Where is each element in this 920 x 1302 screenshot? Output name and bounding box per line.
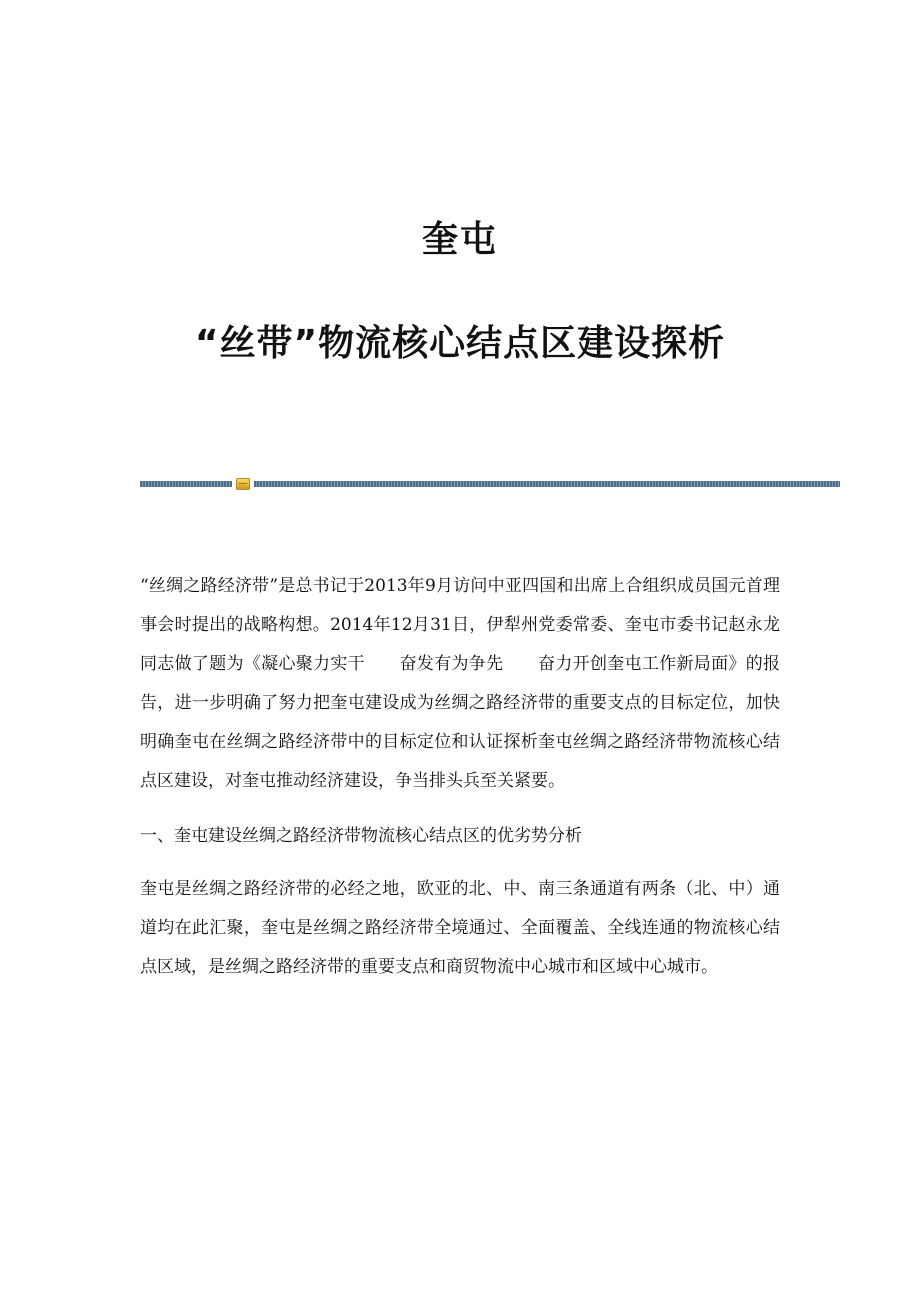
divider-bar-left	[140, 481, 232, 487]
title-divider	[140, 477, 840, 491]
body-paragraph-2: 奎屯是丝绸之路经济带的必经之地，欧亚的北、中、南三条通道有两条（北、中）通道均在此汇聚，奎屯是丝绸之路经济带全境通过、全面覆盖、全线连通的物流核心结点区域，是丝绸之路经济带的重要支点和商贸物流中心城市和区域中心城市。	[140, 879, 780, 977]
divider-bar-right	[254, 481, 840, 487]
document-body	[140, 567, 780, 1003]
document-title: 奎屯	[421, 219, 498, 260]
body-paragraph-1: “丝绸之路经济带”是总书记于2013年9月访问中亚四国和出席上合组织成员国元首理事会时提出的战略构想。2014年12月31日，伊犁州党委常委、奎屯市委书记赵永龙同志做了题为《凝心聚力实干 奋发有为争先 奋力开创奎屯工作新局面》的报告，进一步明确了努力把奎屯建设成为丝绸之路经济带的重要支点的目标定位，加快明确奎屯在丝绸之路经济带中的目标定位和认证探析奎屯丝绸之路经济带物流核心结点区建设，对奎屯推动经济建设，争当排头兵至关紧要。	[140, 576, 780, 791]
section-heading-1: 一、奎屯建设丝绸之路经济带物流核心结点区的优劣势分析	[140, 826, 582, 846]
document-subtitle: “丝带”物流核心结点区建设探析	[194, 323, 726, 364]
ornament-icon	[236, 478, 250, 490]
